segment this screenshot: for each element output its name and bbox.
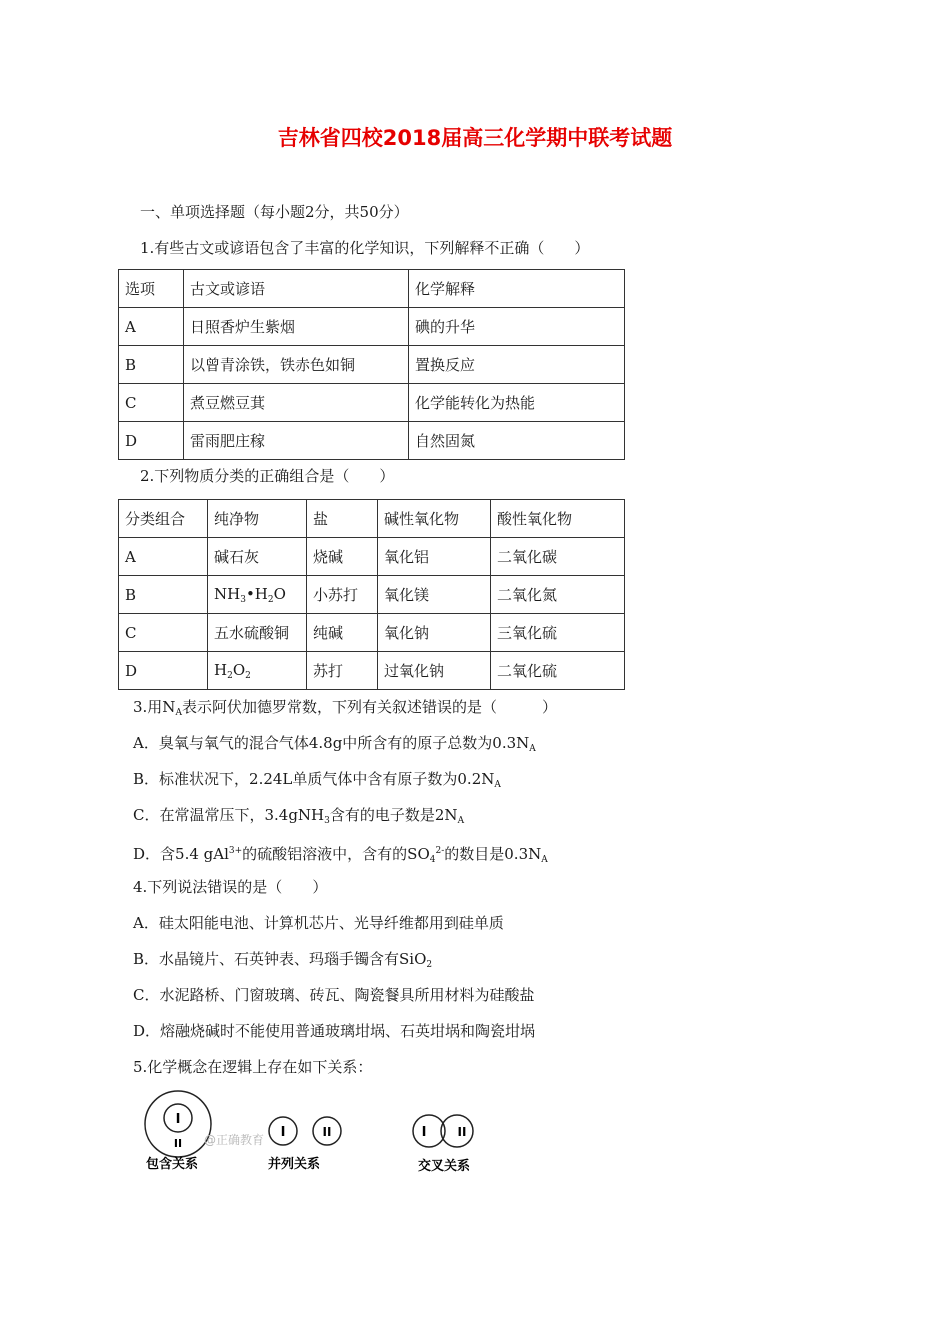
- table-cell: 置换反应: [409, 346, 625, 384]
- question-3-stem: 3.用$N_A$表示阿伏加德罗常数，下列有关叙述错误的是（ ）: [133, 698, 557, 718]
- table-cell: 碱性氧化物: [378, 500, 491, 538]
- table-cell: 氧化镁: [378, 576, 491, 614]
- table-cell: B: [119, 576, 208, 614]
- table-cell: 以曾青涂铁，铁赤色如铜: [184, 346, 409, 384]
- roman-two-label: II: [457, 1125, 467, 1139]
- table-cell: $H_2O_2$: [208, 652, 307, 690]
- roman-one-label: I: [280, 1125, 286, 1140]
- table-cell: 自然固氮: [409, 422, 625, 460]
- table-cell: C: [119, 384, 184, 422]
- question-4-option-a: A．硅太阳能电池、计算机芯片、光导纤维都用到硅单质: [133, 914, 504, 932]
- table-cell: B: [119, 346, 184, 384]
- table-cell: C: [119, 614, 208, 652]
- table-cell: 氧化铝: [378, 538, 491, 576]
- table-cell: 二氧化氮: [491, 576, 625, 614]
- table-cell: 苏打: [307, 652, 378, 690]
- question-4-option-b: B．水晶镜片、石英钟表、玛瑙手镯含有SiO$_2$: [133, 950, 433, 970]
- question-3-option-b: B．标准状况下，2.24L单质气体中含有原子数为$0.2N_A$: [133, 770, 501, 790]
- question-2-stem: 2.下列物质分类的正确组合是（ ）: [140, 467, 395, 485]
- table-cell: 化学能转化为热能: [409, 384, 625, 422]
- table-cell: 过氧化钠: [378, 652, 491, 690]
- table-row: [119, 576, 625, 614]
- table-cell: A: [119, 538, 208, 576]
- page-title: 吉林省四校2018届高三化学期中联考试题: [277, 126, 673, 150]
- table-cell: 酸性氧化物: [491, 500, 625, 538]
- question-4-option-c: C．水泥路桥、门窗玻璃、砖瓦、陶瓷餐具所用材料为硅酸盐: [133, 986, 535, 1004]
- table-cell: 碱石灰: [208, 538, 307, 576]
- roman-one-label: I: [421, 1125, 427, 1140]
- table-cell: 日照香炉生紫烟: [184, 308, 409, 346]
- intersection-relation-label: 交叉关系: [418, 1159, 471, 1174]
- table-row: [119, 346, 625, 384]
- roman-two-label: II: [322, 1125, 332, 1139]
- table-cell: 化学解释: [409, 270, 625, 308]
- question-2-table: [118, 499, 625, 690]
- section-heading: 一、单项选择题（每小题2分，共50分）: [140, 203, 409, 221]
- table-cell: 烧碱: [307, 538, 378, 576]
- table-cell: 氧化钠: [378, 614, 491, 652]
- inclusion-relation-label: 包含关系: [146, 1157, 199, 1172]
- parallel-relation-figure: [268, 1117, 341, 1172]
- question-4-option-d: D．熔融烧碱时不能使用普通玻璃坩埚、石英坩埚和陶瓷坩埚: [133, 1022, 536, 1040]
- roman-two-label: II: [173, 1137, 183, 1150]
- table-cell: 盐: [307, 500, 378, 538]
- question-5-stem: 5.化学概念在逻辑上存在如下关系：: [133, 1058, 373, 1076]
- parallel-relation-label: 并列关系: [268, 1157, 321, 1172]
- table-cell: 雷雨肥庄稼: [184, 422, 409, 460]
- question-3-option-d: D．含5.4 gAl$^{3+}$的硫酸铝溶液中，含有的$SO_4^{2-}$的数目是$0.3N_A$: [133, 845, 548, 865]
- table-cell: 古文或谚语: [184, 270, 409, 308]
- table-cell: 小苏打: [307, 576, 378, 614]
- table-cell: 二氧化碳: [491, 538, 625, 576]
- table-cell: 煮豆燃豆萁: [184, 384, 409, 422]
- table-row: [119, 614, 625, 652]
- table-cell: 二氧化硫: [491, 652, 625, 690]
- concept-relation-diagram: [140, 1088, 500, 1178]
- table-cell: 纯净物: [208, 500, 307, 538]
- table-cell: $NH_3•H_2O$: [208, 576, 307, 614]
- table-cell: D: [119, 422, 184, 460]
- table-cell: A: [119, 308, 184, 346]
- table-cell: 碘的升华: [409, 308, 625, 346]
- question-4-stem: 4.下列说法错误的是（ ）: [133, 878, 328, 896]
- table-row: [119, 422, 625, 460]
- inclusion-relation-figure: [145, 1091, 264, 1172]
- table-row: [119, 384, 625, 422]
- table-header-row: [119, 500, 625, 538]
- table-cell: 选项: [119, 270, 184, 308]
- table-cell: 纯碱: [307, 614, 378, 652]
- table-cell: 三氧化硫: [491, 614, 625, 652]
- table-cell: D: [119, 652, 208, 690]
- table-row: [119, 652, 625, 690]
- question-1-table: [118, 269, 625, 460]
- watermark: @正确教育: [204, 1133, 265, 1147]
- roman-one-label: I: [175, 1112, 181, 1127]
- circle-one: [413, 1115, 445, 1147]
- question-3-option-c: C．在常温常压下，3.4gNH$_3$含有的电子数是$2N_A$: [133, 806, 465, 826]
- question-3-option-a: A．臭氧与氧气的混合气体4.8g中所含有的原子总数为$0.3N_A$: [133, 734, 536, 754]
- table-cell: 五水硫酸铜: [208, 614, 307, 652]
- intersection-relation-figure: [413, 1115, 473, 1174]
- question-1-stem: 1.有些古文或谚语包含了丰富的化学知识，下列解释不正确（ ）: [140, 239, 590, 257]
- table-row: [119, 308, 625, 346]
- table-cell: 分类组合: [119, 500, 208, 538]
- table-row: [119, 538, 625, 576]
- table-header-row: [119, 270, 625, 308]
